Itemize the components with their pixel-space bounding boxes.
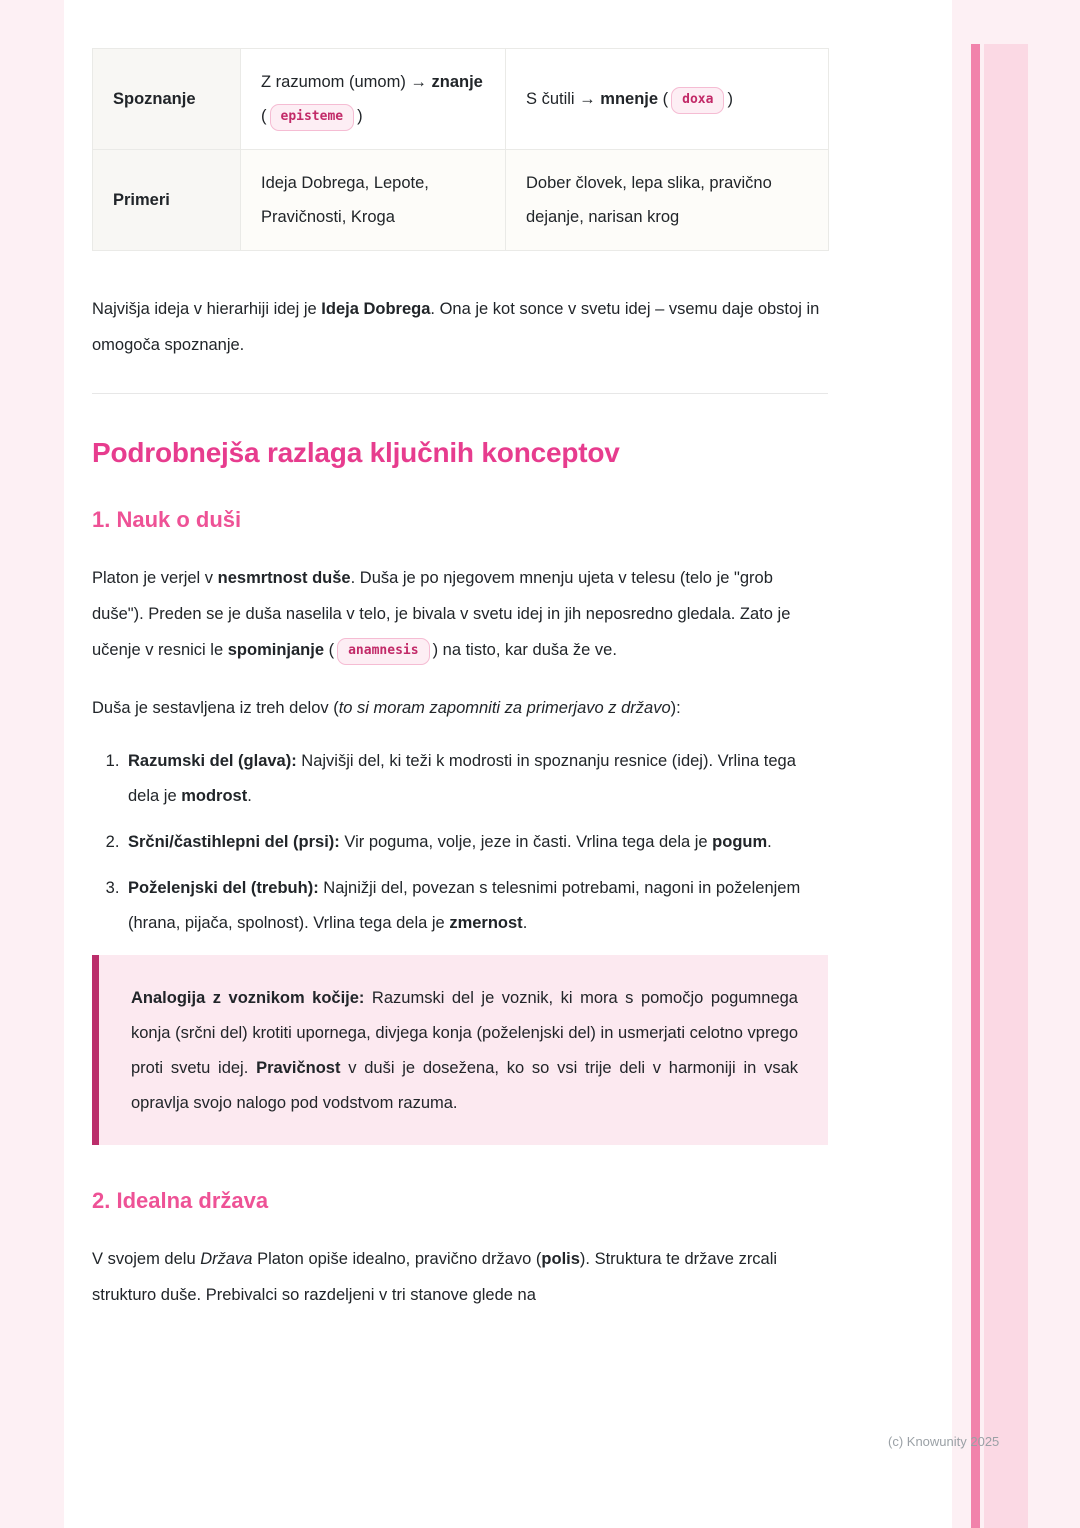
opinion-cell: Dober človek, lepa slika, pravično dejanje, narisan krog bbox=[506, 150, 829, 251]
comparison-table bbox=[92, 48, 829, 251]
row-label-cell: Primeri bbox=[93, 150, 241, 251]
row-label-cell: Spoznanje bbox=[93, 49, 241, 150]
main-section-heading: Podrobnejša razlaga ključnih konceptov bbox=[92, 437, 620, 468]
section-divider bbox=[92, 393, 828, 394]
list-item-pozelenjski-del: 3. Poželenjski del (trebuh): Najnižji del, povezan s telesnimi potrebami, nagoni in poželenjem (hrana, pijača, spolnost). Vrlina tega dela je zmernost. bbox=[124, 871, 822, 941]
code-chip: episteme bbox=[270, 104, 355, 131]
right-accent-bar bbox=[971, 44, 980, 1528]
code-chip: doxa bbox=[671, 87, 724, 114]
opinion-cell: S čutili → mnenje ( doxa ) bbox=[506, 49, 829, 150]
document-page bbox=[64, 0, 952, 1528]
paragraph-ideal-state: V svojem delu Država Platon opiše idealno, pravično državo (polis). Struktura te države zrcali strukturo duše. Prebivalci so razdeljeni v tri stanove glede na bbox=[92, 1250, 778, 1304]
table-row-primeri bbox=[93, 150, 829, 251]
list-item-razumski-del: 1. Razumski del (glava): Najvišji del, ki teži k modrosti in spoznanju resnice (idej). Vrlina tega dela je modrost. bbox=[124, 744, 822, 814]
copyright-footer: (c) Knowunity 2025 bbox=[888, 1434, 1000, 1449]
callout-analogy bbox=[92, 955, 828, 1145]
paragraph-ideja-dobrega: Najvišja ideja v hierarhiji idej je Ideja Dobrega. Ona je kot sonce v svetu idej – vsemu daje obstoj in omogoča spoznanje. bbox=[92, 300, 820, 354]
knowledge-cell: Z razumom (umom) → znanje ( episteme ) bbox=[241, 49, 506, 150]
paragraph-soul-immortality: Platon je verjel v nesmrtnost duše. Duša je po njegovem mnenju ujeta v telesu (telo je "grob duše"). Preden se je duša naselila v telo, je bivala v svetu idej in jih neposredno gledala. Zato je učenje v resnici le spominjanje ( anamnesis ) na tisto, kar duša že ve. bbox=[92, 560, 828, 668]
table-row-spoznanje bbox=[93, 49, 829, 150]
list-item-srcni-del: 2. Srčni/častihlepni del (prsi): Vir poguma, volje, jeze in časti. Vrlina tega dela je pogum. bbox=[124, 825, 822, 860]
right-accent-panel bbox=[984, 44, 1028, 1528]
code-chip: anamnesis bbox=[337, 638, 429, 665]
document-content bbox=[64, 0, 828, 1313]
callout-text: Analogija z voznikom kočije: Razumski del je voznik, ki mora s pomočjo pogumnega konja (srčni del) krotiti upornega, divjega konja (poželenjski del) in usmerjati celotno vprego proti svetu idej. Pravičnost v duši je dosežena, ko so vsi trije deli v harmoniji in vsak opravlja svojo nalogo pod vodstvom razuma. bbox=[131, 989, 799, 1112]
soul-parts-list bbox=[92, 744, 822, 941]
subsection-heading-state: 2. Idealna država bbox=[92, 1188, 269, 1213]
knowledge-cell: Ideja Dobrega, Lepote, Pravičnosti, Kroga bbox=[241, 150, 506, 251]
subsection-heading-soul: 1. Nauk o duši bbox=[92, 507, 242, 532]
paragraph-soul-parts-lead: Duša je sestavljena iz treh delov (to si moram zapomniti za primerjavo z državo): bbox=[92, 699, 681, 717]
